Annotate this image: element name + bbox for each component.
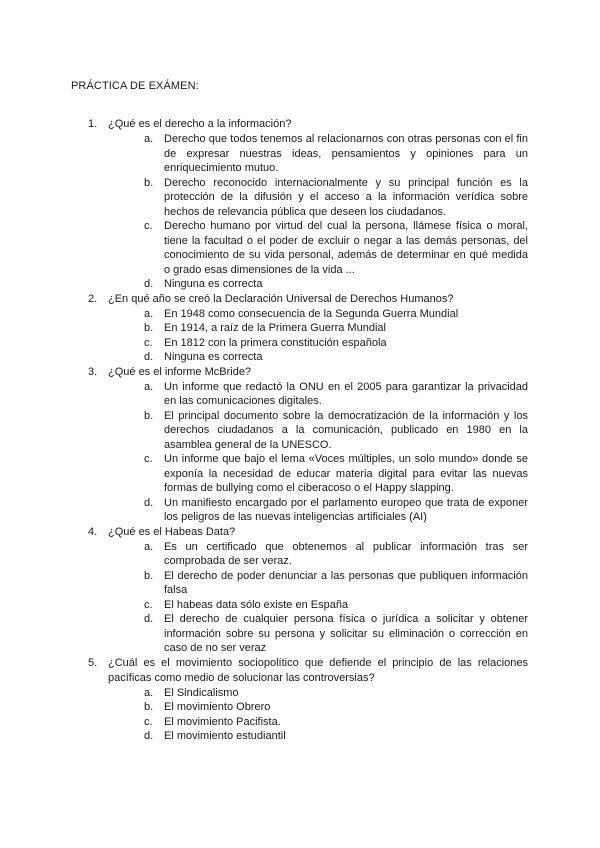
- option-letter: a.: [144, 540, 154, 553]
- option-letter: c.: [144, 715, 153, 728]
- question-number: 5.: [88, 656, 98, 669]
- option-text: Ninguna es correcta: [164, 351, 263, 363]
- option-text: Derecho humano por virtud del cual la persona, llámese física o moral, tiene la facultad o el poder de excluir o negar a las demás personas, del conocimiento de su vida personal, además de determinar en qué medida o grado esas dimensiones de la vida ...: [164, 220, 528, 276]
- option-item: [144, 336, 528, 351]
- option-list: [108, 380, 528, 525]
- option-letter: b.: [144, 569, 154, 582]
- option-text: En 1812 con la primera constitución española: [164, 336, 387, 349]
- question-text: ¿Qué es el derecho a la información?: [108, 118, 292, 130]
- option-text: El Sindicalismo: [164, 686, 239, 699]
- option-item: [144, 409, 528, 453]
- option-item: [144, 321, 528, 336]
- option-item: [144, 132, 528, 176]
- option-item: [144, 219, 528, 277]
- option-letter: a.: [144, 133, 154, 145]
- option-item: [144, 176, 528, 220]
- option-text: Derecho reconocido internacionalmente y su principal función es la protección de la difusión y el acceso a la información verídica sobre hechos de relevancia pública que deseen los ciudadanos.: [164, 176, 528, 218]
- option-text: El movimiento Pacifista.: [164, 715, 281, 728]
- question-list: [88, 117, 528, 744]
- option-text: El derecho de poder denunciar a las personas que publiquen información falsa: [164, 569, 528, 596]
- option-item: [144, 729, 528, 744]
- question-text: ¿Qué es el Habeas Data?: [108, 525, 236, 538]
- option-text: El derecho de cualquier persona física o jurídica a solicitar y obtener información sobre su persona y solicitar su eliminación o corrección en caso de no ser veraz: [164, 613, 528, 654]
- option-item: [144, 380, 528, 409]
- question-number: 1.: [88, 118, 98, 130]
- option-text: Un informe que redactó la ONU en el 2005 para garantizar la privacidad en las comunicaciones digitales.: [164, 380, 528, 407]
- option-letter: c.: [144, 220, 153, 232]
- option-letter: a.: [144, 686, 154, 699]
- question-number: 2.: [88, 292, 98, 305]
- question-2: [88, 292, 528, 365]
- option-letter: d.: [144, 351, 154, 363]
- option-item: [144, 307, 528, 322]
- option-text: Derecho que todos tenemos al relacionarnos con otras personas con el fin de expresar nuestras ideas, pensamientos y opiniones para un enriquecimiento mutuo.: [164, 133, 528, 174]
- option-letter: c.: [144, 598, 153, 611]
- option-text: El movimiento estudiantil: [164, 730, 286, 742]
- option-letter: d.: [144, 278, 154, 290]
- page-title: PRÁCTICA DE EXÁMEN:: [71, 80, 199, 92]
- option-text: El habeas data sólo existe en España: [164, 598, 349, 611]
- question-number: 3.: [88, 365, 98, 378]
- option-letter: d.: [144, 730, 154, 742]
- option-item: [144, 612, 528, 656]
- option-list: [108, 686, 528, 744]
- question-number: 4.: [88, 525, 98, 538]
- option-letter: b.: [144, 176, 154, 189]
- option-text: Ninguna es correcta: [164, 278, 263, 290]
- option-letter: b.: [144, 409, 154, 422]
- option-item: [144, 496, 528, 525]
- option-letter: d.: [144, 613, 154, 625]
- option-text: El principal documento sobre la democratización de la información y los derechos ciudadanos a la comunicación, publicado en 1980 en la asamblea general de la UNESCO.: [164, 409, 528, 451]
- option-list: [108, 540, 528, 656]
- option-item: [144, 686, 528, 701]
- option-item: [144, 452, 528, 496]
- question-5: [88, 656, 528, 744]
- option-item: [144, 700, 528, 715]
- option-list: [108, 132, 528, 292]
- option-letter: c.: [144, 453, 153, 465]
- question-3: [88, 365, 528, 525]
- option-letter: c.: [144, 336, 153, 349]
- option-text: En 1948 como consecuencia de la Segunda Guerra Mundial: [164, 307, 459, 320]
- option-text: En 1914, a raíz de la Primera Guerra Mundial: [164, 322, 386, 334]
- option-letter: a.: [144, 380, 154, 393]
- question-text: ¿En qué año se creó la Declaración Universal de Derechos Humanos?: [108, 292, 454, 305]
- option-letter: b.: [144, 701, 154, 713]
- question-text: ¿Qué es el informe McBride?: [108, 365, 252, 378]
- option-item: [144, 715, 528, 730]
- option-letter: d.: [144, 496, 154, 509]
- question-1: [88, 117, 528, 292]
- option-item: [144, 350, 528, 365]
- option-text: Un manifiesto encargado por el parlamento europeo que trata de exponer los peligros de las nuevas inteligencias artificiales (AI): [164, 496, 528, 523]
- option-item: [144, 569, 528, 598]
- option-list: [108, 307, 528, 365]
- option-letter: b.: [144, 322, 154, 334]
- option-item: [144, 277, 528, 292]
- option-letter: a.: [144, 307, 154, 320]
- option-text: Un informe que bajo el lema «Voces múltiples, un solo mundo» donde se exponía la necesidad de educar materia digital para evitar las nuevas formas de bullying como el ciberacoso o el Happy slapping.: [164, 453, 528, 494]
- option-item: [144, 598, 528, 613]
- option-item: [144, 540, 528, 569]
- option-text: El movimiento Obrero: [164, 701, 271, 713]
- question-text: ¿Cuál es el movimiento sociopolítico que defiende el principio de las relaciones pacíficas como medio de solucionar las controversias?: [108, 656, 528, 684]
- option-text: Es un certificado que obtenemos al publicar información tras ser comprobada de ser veraz.: [164, 540, 528, 567]
- question-4: [88, 525, 528, 656]
